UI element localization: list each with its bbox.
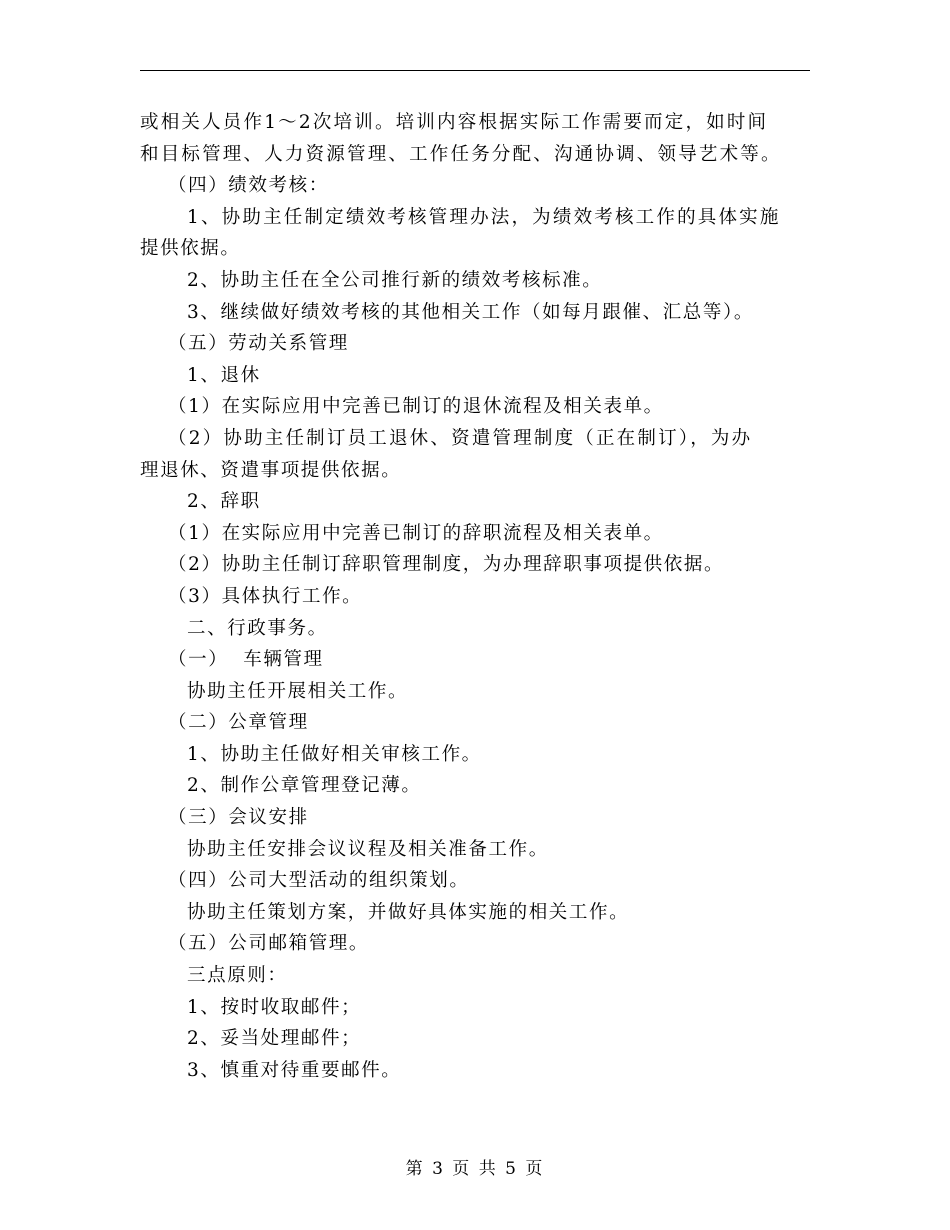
section-heading: （五）公司邮箱管理。 bbox=[168, 933, 370, 955]
section-heading: （一） 车辆管理 bbox=[168, 649, 324, 671]
paragraph-line: 或相关人员作1～2次培训。培训内容根据实际工作需要而定，如时间 bbox=[140, 112, 769, 133]
list-item: 1、按时收取邮件； bbox=[187, 996, 362, 1018]
section-heading: （四）公司大型活动的组织策划。 bbox=[168, 870, 470, 892]
paragraph-line: （1）在实际应用中完善已制订的退休流程及相关表单。 bbox=[168, 396, 664, 418]
section-heading: （三）会议安排 bbox=[168, 807, 309, 829]
paragraph-line: 三点原则： bbox=[187, 965, 288, 987]
section-heading: （二）公章管理 bbox=[168, 712, 309, 734]
paragraph-line: （1）在实际应用中完善已制订的辞职流程及相关表单。 bbox=[168, 522, 664, 544]
paragraph-line: 协助主任策划方案，并做好具体实施的相关工作。 bbox=[187, 901, 630, 923]
paragraph-line: 2、协助主任在全公司推行新的绩效考核标准。 bbox=[187, 269, 603, 291]
header-rule bbox=[140, 70, 810, 71]
paragraph-line: （3）具体执行工作。 bbox=[168, 585, 363, 607]
paragraph-line: 1、协助主任制定绩效考核管理办法，为绩效考核工作的具体实施 bbox=[187, 206, 781, 228]
section-heading: （五）劳动关系管理 bbox=[168, 333, 349, 355]
paragraph-line: 3、继续做好绩效考核的其他相关工作（如每月跟催、汇总等）。 bbox=[187, 301, 754, 323]
subsection-heading: 2、辞职 bbox=[187, 491, 261, 513]
page-number-footer: 第 3 页 共 5 页 bbox=[405, 1159, 545, 1179]
list-item: 3、慎重对待重要邮件。 bbox=[187, 1059, 402, 1081]
chapter-heading: 二、行政事务。 bbox=[187, 617, 328, 639]
paragraph-line: 理退休、资遣事项提供依据。 bbox=[140, 459, 402, 481]
paragraph-line: 协助主任安排会议议程及相关准备工作。 bbox=[187, 838, 549, 860]
paragraph-line: （2）协助主任制订员工退休、资遣管理制度（正在制订），为办 bbox=[168, 427, 753, 449]
paragraph-line: 和目标管理、人力资源管理、工作任务分配、沟通协调、领导艺术等。 bbox=[140, 143, 782, 165]
paragraph-line: （2）协助主任制订辞职管理制度，为办理辞职事项提供依据。 bbox=[168, 554, 725, 576]
section-heading: （四）绩效考核： bbox=[168, 175, 329, 197]
paragraph-line: 1、协助主任做好相关审核工作。 bbox=[187, 743, 482, 765]
paragraph-line: 2、制作公章管理登记薄。 bbox=[187, 775, 422, 797]
paragraph-line: 提供依据。 bbox=[140, 238, 241, 260]
document-body bbox=[140, 107, 812, 1086]
paragraph-line: 协助主任开展相关工作。 bbox=[187, 680, 409, 702]
subsection-heading: 1、退休 bbox=[187, 364, 261, 386]
list-item: 2、妥当处理邮件； bbox=[187, 1028, 362, 1050]
